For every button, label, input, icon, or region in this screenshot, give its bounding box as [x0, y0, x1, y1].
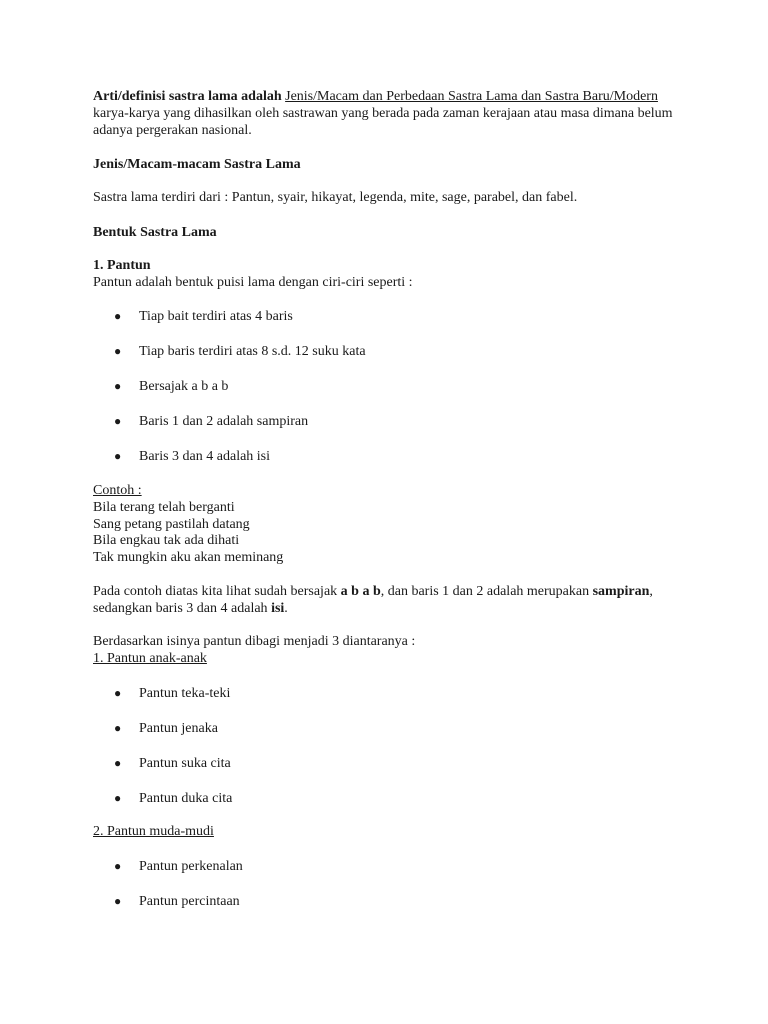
- intro-paragraph: [93, 88, 683, 139]
- contoh-line: Tak mungkin aku akan meminang: [93, 550, 284, 565]
- bullet-icon: ●: [114, 379, 122, 393]
- contoh-line: Sang petang pastilah datang: [93, 517, 250, 532]
- intro-definition: karya-karya yang dihasilkan oleh sastrawan yang berada pada zaman kerajaan atau masa dimana belum adanya pergerakan nasional.: [93, 106, 673, 138]
- bullet-icon: ●: [114, 309, 122, 323]
- division-intro: Berdasarkan isinya pantun dibagi menjadi 3 diantaranya :: [93, 634, 416, 649]
- bullet-icon: ●: [114, 791, 122, 805]
- bullet-icon: ●: [114, 721, 122, 735]
- bullet-icon: ●: [114, 449, 122, 463]
- bullet-icon: ●: [114, 686, 122, 700]
- pantun-description: Pantun adalah bentuk puisi lama dengan ciri-ciri seperti :: [93, 275, 413, 290]
- pantun-anak-label: 1. Pantun anak-anak: [93, 651, 207, 666]
- contoh-label: Contoh :: [93, 483, 142, 498]
- pantun-heading: 1. Pantun: [93, 258, 151, 273]
- intro-term: Arti/definisi sastra lama adalah: [93, 89, 282, 104]
- bullet-icon: ●: [114, 859, 122, 873]
- pantun-muda-label: 2. Pantun muda-mudi: [93, 824, 214, 839]
- heading-jenis: Jenis/Macam-macam Sastra Lama: [93, 157, 301, 172]
- bullet-icon: ●: [114, 344, 122, 358]
- bullet-icon: ●: [114, 894, 122, 908]
- bullet-icon: ●: [114, 414, 122, 428]
- explain-paragraph: Pada contoh diatas kita lihat sudah bersajak a b a b, dan baris 1 dan 2 adalah merupakan sampiran, sedangkan baris 3 dan 4 adalah isi.: [93, 584, 653, 616]
- bullet-icon: ●: [114, 756, 122, 770]
- heading-bentuk: Bentuk Sastra Lama: [93, 225, 217, 240]
- contoh-line: Bila engkau tak ada dihati: [93, 533, 240, 548]
- intro-link[interactable]: Jenis/Macam dan Perbedaan Sastra Lama dan Sastra Baru/Modern: [285, 89, 658, 104]
- document-page: Arti/definisi sastra lama adalah Jenis/Macam dan Perbedaan Sastra Lama dan Sastra Baru/Modern karya-karya yang dihasilkan oleh sastrawan yang berada pada zaman kerajaan atau masa dimana belum adanya pergerakan nasional. Jenis/Macam-macam Sastra Lama Sastra lama terdiri dari : Pantun, syair, hikayat, legenda, mite, sage, parabel, dan fabel. Bentuk Sastra Lama 1. Pantun Pantun adalah bentuk puisi lama dengan ciri-ciri seperti : ● Tiap bait terdiri atas 4 baris ● Tiap baris terdiri atas 8 s.d. 12 suku kata ● Bersajak a b a b ● Baris 1 dan 2 adalah sampiran ● Baris 3 dan 4 adalah isi Contoh : Bila terang telah berganti Sang petang pastilah datang Bila engkau tak ada dihati Tak mungkin aku akan meminang Pada contoh diatas kita lihat sudah bersajak a b a b, dan baris 1 dan 2 adalah merupakan sampiran, sedangkan baris 3 dan 4 adalah isi. Berdasarkan isinya pantun dibagi menjadi 3 diantaranya : 1. Pantun anak-anak ● Pantun teka-teki ● Pantun jenaka ● Pantun suka cita ● Pantun duka cita 2. Pantun muda-mudi ● Pantun perkenalan ● Pantun percintaan: [0, 0, 768, 1024]
- contoh-line: Bila terang telah berganti: [93, 500, 235, 515]
- jenis-text: Sastra lama terdiri dari : Pantun, syair, hikayat, legenda, mite, sage, parabel, dan fabel.: [93, 190, 578, 205]
